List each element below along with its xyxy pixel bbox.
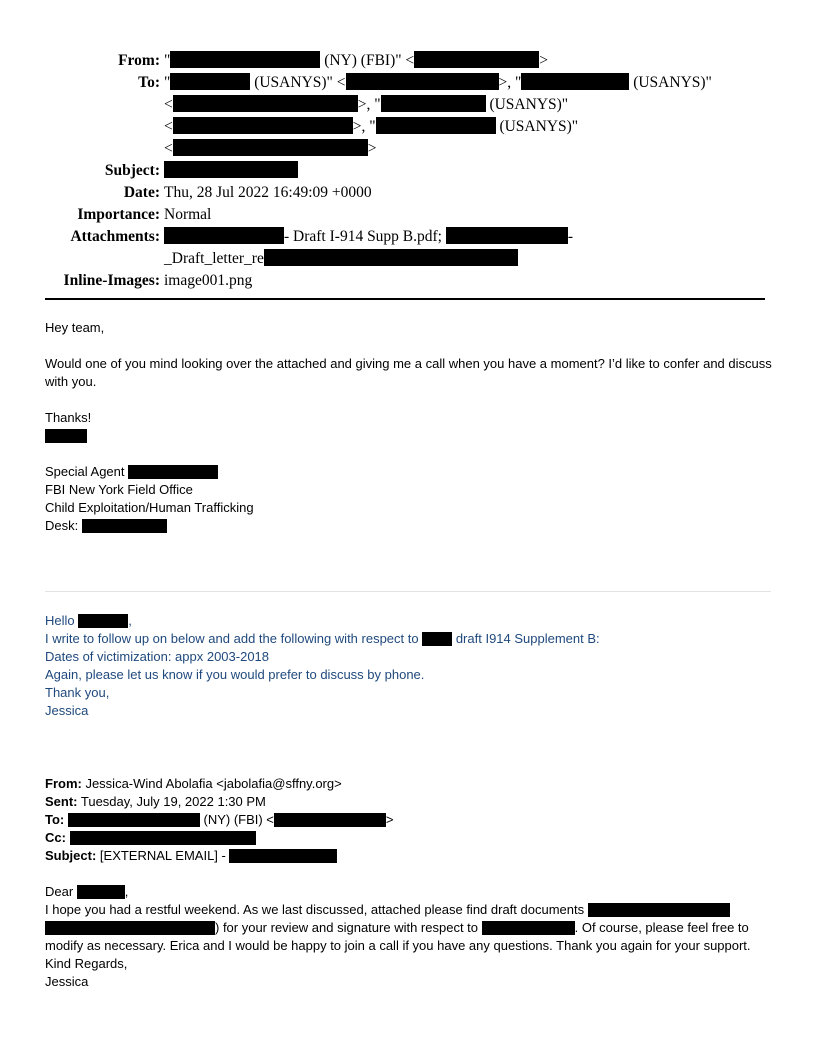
thank-you: Thank you, <box>45 685 110 700</box>
importance-value: Normal <box>164 206 212 223</box>
sent-value: Tuesday, July 19, 2022 1:30 PM <box>77 794 266 809</box>
dear-comma: , <box>124 884 129 899</box>
redaction <box>82 519 167 533</box>
sender-name: Jessica <box>45 974 89 989</box>
phone-note: Again, please let us know if you would prefer to discuss by phone. <box>45 667 425 682</box>
redaction <box>77 885 125 899</box>
to-text: < <box>164 96 173 113</box>
attachments-label: Attachments: <box>70 228 160 245</box>
redaction <box>264 249 518 266</box>
to-text: (USANYS)" <box>485 96 569 113</box>
redaction <box>164 227 284 244</box>
redaction <box>78 614 128 628</box>
date-row <box>0 182 816 204</box>
message-2 <box>45 612 775 720</box>
to-text: > <box>367 140 377 157</box>
greeting: Hey team, <box>45 320 105 335</box>
redaction <box>45 921 215 935</box>
redaction <box>521 73 629 90</box>
attachments-row <box>0 226 816 270</box>
from-text: (NY) (FBI)" < <box>320 52 415 69</box>
message-1 <box>45 319 775 535</box>
to-label: To: <box>138 74 160 91</box>
thanks: Thanks! <box>45 410 92 425</box>
to-text: < <box>164 140 173 157</box>
message-body: Would one of you mind looking over the attached and giving me a call when you have a moment? I’d like to confer and discuss with you. <box>45 356 772 389</box>
followup-text: draft I914 Supplement B: <box>452 631 600 646</box>
redaction <box>45 429 87 443</box>
redaction <box>376 117 496 134</box>
subject-row <box>0 160 816 182</box>
from-label: From: <box>118 52 160 69</box>
victimization-dates: Dates of victimization: appx 2003-2018 <box>45 649 270 664</box>
redaction <box>173 139 368 156</box>
redaction <box>229 849 337 863</box>
redaction <box>170 73 250 90</box>
redaction <box>173 117 353 134</box>
email-header <box>0 50 816 292</box>
from-text: " <box>164 52 171 69</box>
to-text: >, " <box>352 118 376 135</box>
from-text: > <box>539 52 548 69</box>
redaction <box>482 921 575 935</box>
to-value: (NY) (FBI) < <box>199 812 274 827</box>
followup-text: I write to follow up on below and add the following with respect to <box>45 631 423 646</box>
redaction <box>414 51 539 68</box>
redaction <box>346 73 499 90</box>
to-text: (USANYS)" < <box>250 74 346 91</box>
sent-label: Sent: <box>45 794 78 809</box>
to-value: > <box>385 812 394 827</box>
signature-title: Special Agent <box>45 464 129 479</box>
to-text: >, " <box>498 74 522 91</box>
redaction <box>170 51 320 68</box>
to-text: (USANYS)" <box>495 118 579 135</box>
body-text: ) for your review and signature with respect to <box>215 920 482 935</box>
message-divider <box>45 591 771 592</box>
body-text: I hope you had a restful weekend. As we last discussed, attached please find draft documents <box>45 902 588 917</box>
redaction <box>446 227 568 244</box>
to-text: < <box>164 118 173 135</box>
inline-images-value[interactable]: image001.png <box>164 272 253 289</box>
redaction <box>68 813 200 827</box>
signature-office: FBI New York Field Office <box>45 482 193 497</box>
body-text: . Of course, please feel free to modify as necessary. Erica and I would be happy to join a call if you have any questions. Thank you again for your support. <box>45 920 751 953</box>
header-divider <box>45 298 765 300</box>
to-text: (USANYS)" <box>629 74 712 91</box>
subject-value: [EXTERNAL EMAIL] - <box>96 848 230 863</box>
dear-text: Dear <box>45 884 77 899</box>
redaction <box>164 161 298 178</box>
attachment-link[interactable]: _Draft_letter_re <box>164 250 264 267</box>
closing: Kind Regards, <box>45 956 128 971</box>
attachment-link[interactable]: - <box>567 228 574 245</box>
importance-label: Importance: <box>77 206 160 223</box>
attachment-link[interactable]: - Draft I-914 Supp B.pdf; <box>284 228 442 245</box>
hello-text: Hello <box>45 613 79 628</box>
inline-images-row <box>0 270 816 292</box>
subject-label: Subject: <box>45 848 97 863</box>
subject-label: Subject: <box>104 162 160 179</box>
importance-row <box>0 204 816 226</box>
from-row <box>0 50 816 72</box>
to-label: To: <box>45 812 65 827</box>
redaction <box>422 632 452 646</box>
signature-desk: Desk: <box>45 518 82 533</box>
to-text: " <box>164 74 171 91</box>
from-value: Jessica-Wind Abolafia <jabolafia@sffny.org> <box>81 776 342 791</box>
date-value: Thu, 28 Jul 2022 16:49:09 +0000 <box>164 184 372 201</box>
from-label: From: <box>45 776 82 791</box>
inline-images-label: Inline-Images: <box>63 272 160 289</box>
to-text: >, " <box>357 96 381 113</box>
redaction <box>173 95 358 112</box>
redaction <box>381 95 486 112</box>
redaction <box>70 831 256 845</box>
date-label: Date: <box>123 184 160 201</box>
redaction <box>588 903 730 917</box>
to-row <box>0 72 816 160</box>
hello-comma: , <box>128 613 132 628</box>
message-3 <box>45 775 775 991</box>
cc-label: Cc: <box>45 830 66 845</box>
redaction <box>128 465 218 479</box>
redaction <box>274 813 386 827</box>
sender-name: Jessica <box>45 703 89 718</box>
signature-unit: Child Exploitation/Human Trafficking <box>45 500 254 515</box>
